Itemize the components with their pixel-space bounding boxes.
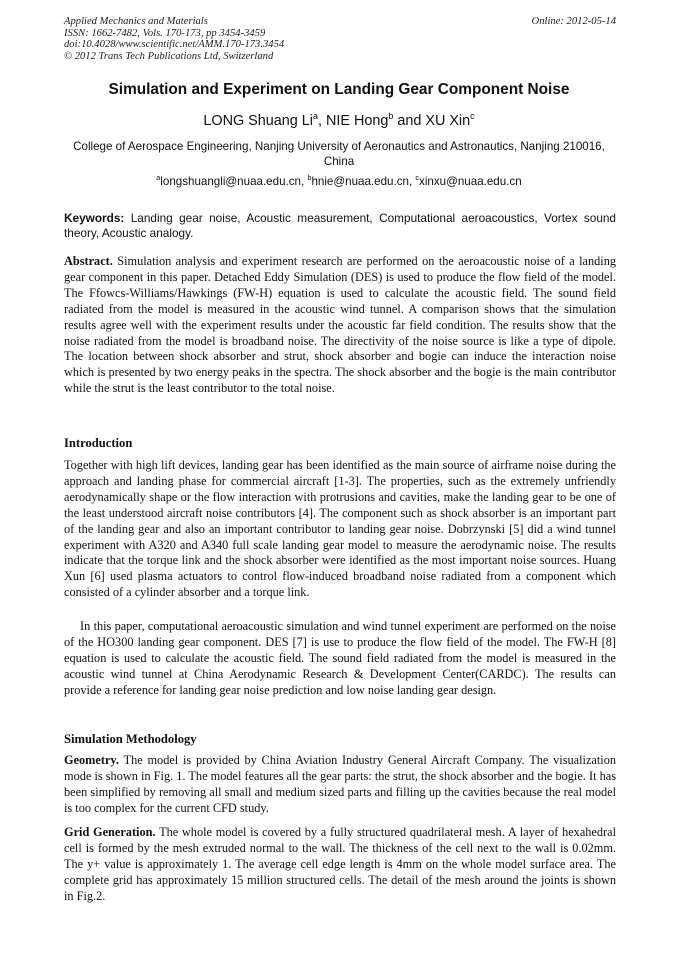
grid-generation-text: The whole model is covered by a fully structured quadrilateral mesh. A layer of hexahedral cell is formed by the mesh extruded normal to the wall. The thickness of the cell next to the wall is 0.02mm. The y+ value is approximately 1. The average cell edge length is 4mm on the whole model surface area. The complete grid has approximately 15 million structured cells. The detail of the mesh around the joints is shown in Fig.2. (64, 825, 617, 903)
author-separator: , (317, 113, 326, 129)
grid-generation-label: Grid Generation. (64, 825, 156, 839)
copyright-line: © 2012 Trans Tech Publications Ltd, Switzerland (64, 50, 274, 62)
paper-title: Simulation and Experiment on Landing Gear Component Noise (108, 81, 570, 98)
geometry-text: The model is provided by China Aviation Industry General Aircraft Company. The visualization mode is shown in Fig. 1. The model features all the gear parts: the strut, the shock absorber and the bogie. It has been simplified by removing all small and medium sized parts and filling up the cavities because the real model is too complex for the current CFD study. (64, 753, 616, 815)
geometry-label: Geometry. (64, 753, 119, 767)
keywords (64, 211, 616, 241)
geometry-paragraph (64, 753, 616, 817)
introduction-heading: Introduction (64, 436, 133, 450)
abstract (64, 254, 616, 397)
online-date: Online: 2012-05-14 (531, 16, 616, 27)
email-separator: , (301, 175, 308, 188)
author-name: NIE Hong (325, 113, 389, 129)
author-mark: a (313, 111, 318, 122)
grid-generation-paragraph (64, 825, 616, 905)
abstract-text: Simulation analysis and experiment research are performed on the aeroacoustic noise of a landing gear component in this paper. Detached Eddy Simulation (DES) is used to produce the flow field of the model. The Ffowcs-Williams/Hawkings (FW-H) equation is used to calculate the acoustic field. The sound field radiated from the model is measured in the acoustic wind tunnel. A comparison shows that the simulation results agree well with the experiment results under the acoustic far field condition. The results show that the noise radiated from the model is broadband noise. The directivity of the noise source is like a type of dipole. The location between shock absorber and strut, shock absorber and bogie can induce the interaction noise which is presented by two energy peaks in the spectra. The shock absorber and the bogie is the main contributor while the strut is the least contributor to the total noise. (64, 254, 616, 396)
email-separator: , (408, 175, 416, 188)
journal-header (64, 16, 616, 62)
keywords-text: Landing gear noise, Acoustic measurement, Computational aeroacoustics, Vortex sound theory, Acoustic analogy. (64, 211, 616, 240)
author-line (40, 113, 638, 129)
journal-name: Applied Mechanics and Materials (64, 16, 208, 27)
author-mark: b (388, 111, 394, 122)
author-email: longshuangli@nuaa.edu.cn (160, 175, 301, 188)
author-name: XU Xin (425, 113, 471, 129)
keywords-label: Keywords: (64, 211, 125, 225)
abstract-label: Abstract. (64, 254, 113, 268)
email-line (40, 175, 638, 188)
methodology-heading: Simulation Methodology (64, 732, 197, 746)
author-separator: and (393, 113, 426, 129)
email-mark: b (307, 173, 312, 183)
issn-line: ISSN: 1662-7482, Vols. 170-173, pp 3454-3459 (64, 27, 266, 39)
author-email: hnie@nuaa.edu.cn (311, 175, 409, 188)
doi-line: doi:10.4028/www.scientific.net/AMM.170-173.3454 (64, 39, 285, 51)
introduction-paragraph-2: In this paper, computational aeroacoustic simulation and wind tunnel experiment are performed on the noise of the HO300 landing gear component. DES [7] is use to produce the flow field of the model. The FW-H [8] equation is used to calculate the acoustic field. The sound field radiated from the model is measured in the acoustic wind tunnel at China Aerodynamic Research & Development Center(CARDC). The results can provide a reference for landing gear noise prediction and low noise landing gear design. (64, 619, 616, 697)
affiliation: College of Aerospace Engineering, Nanjing University of Aeronautics and Astronautics, Nanjing 210016, China (73, 140, 605, 168)
author-email: xinxu@nuaa.edu.cn (419, 175, 522, 188)
email-mark: c (415, 173, 420, 183)
author-mark: c (470, 111, 475, 122)
email-mark: a (156, 173, 161, 183)
introduction-paragraph-1: Together with high lift devices, landing gear has been identified as the main source of airframe noise during the approach and landing phase for commercial aircraft [1-3]. The properties, such as the extremely unfriendly aerodynamically shape or the flow interaction with protrusions and cavities, make the landing gear to be one of the least understood aircraft noise contributors [4]. The component such as shock absorber is an important part of the landing gear and also an important contributor to landing gear noise. Dobrzynski [5] did a wind tunnel experiment with A320 and A340 full scale landing gear model to measure the aerodynamic noise. The results indicate that the torque link and the shock absorber were identified as the most important noise sources. Huang Xun [6] used plasma actuators to control flow-induced broadband noise radiated from a component which consisted of a cylinder absorber and a torque link. (64, 458, 616, 600)
author-name: LONG Shuang Li (203, 113, 313, 129)
